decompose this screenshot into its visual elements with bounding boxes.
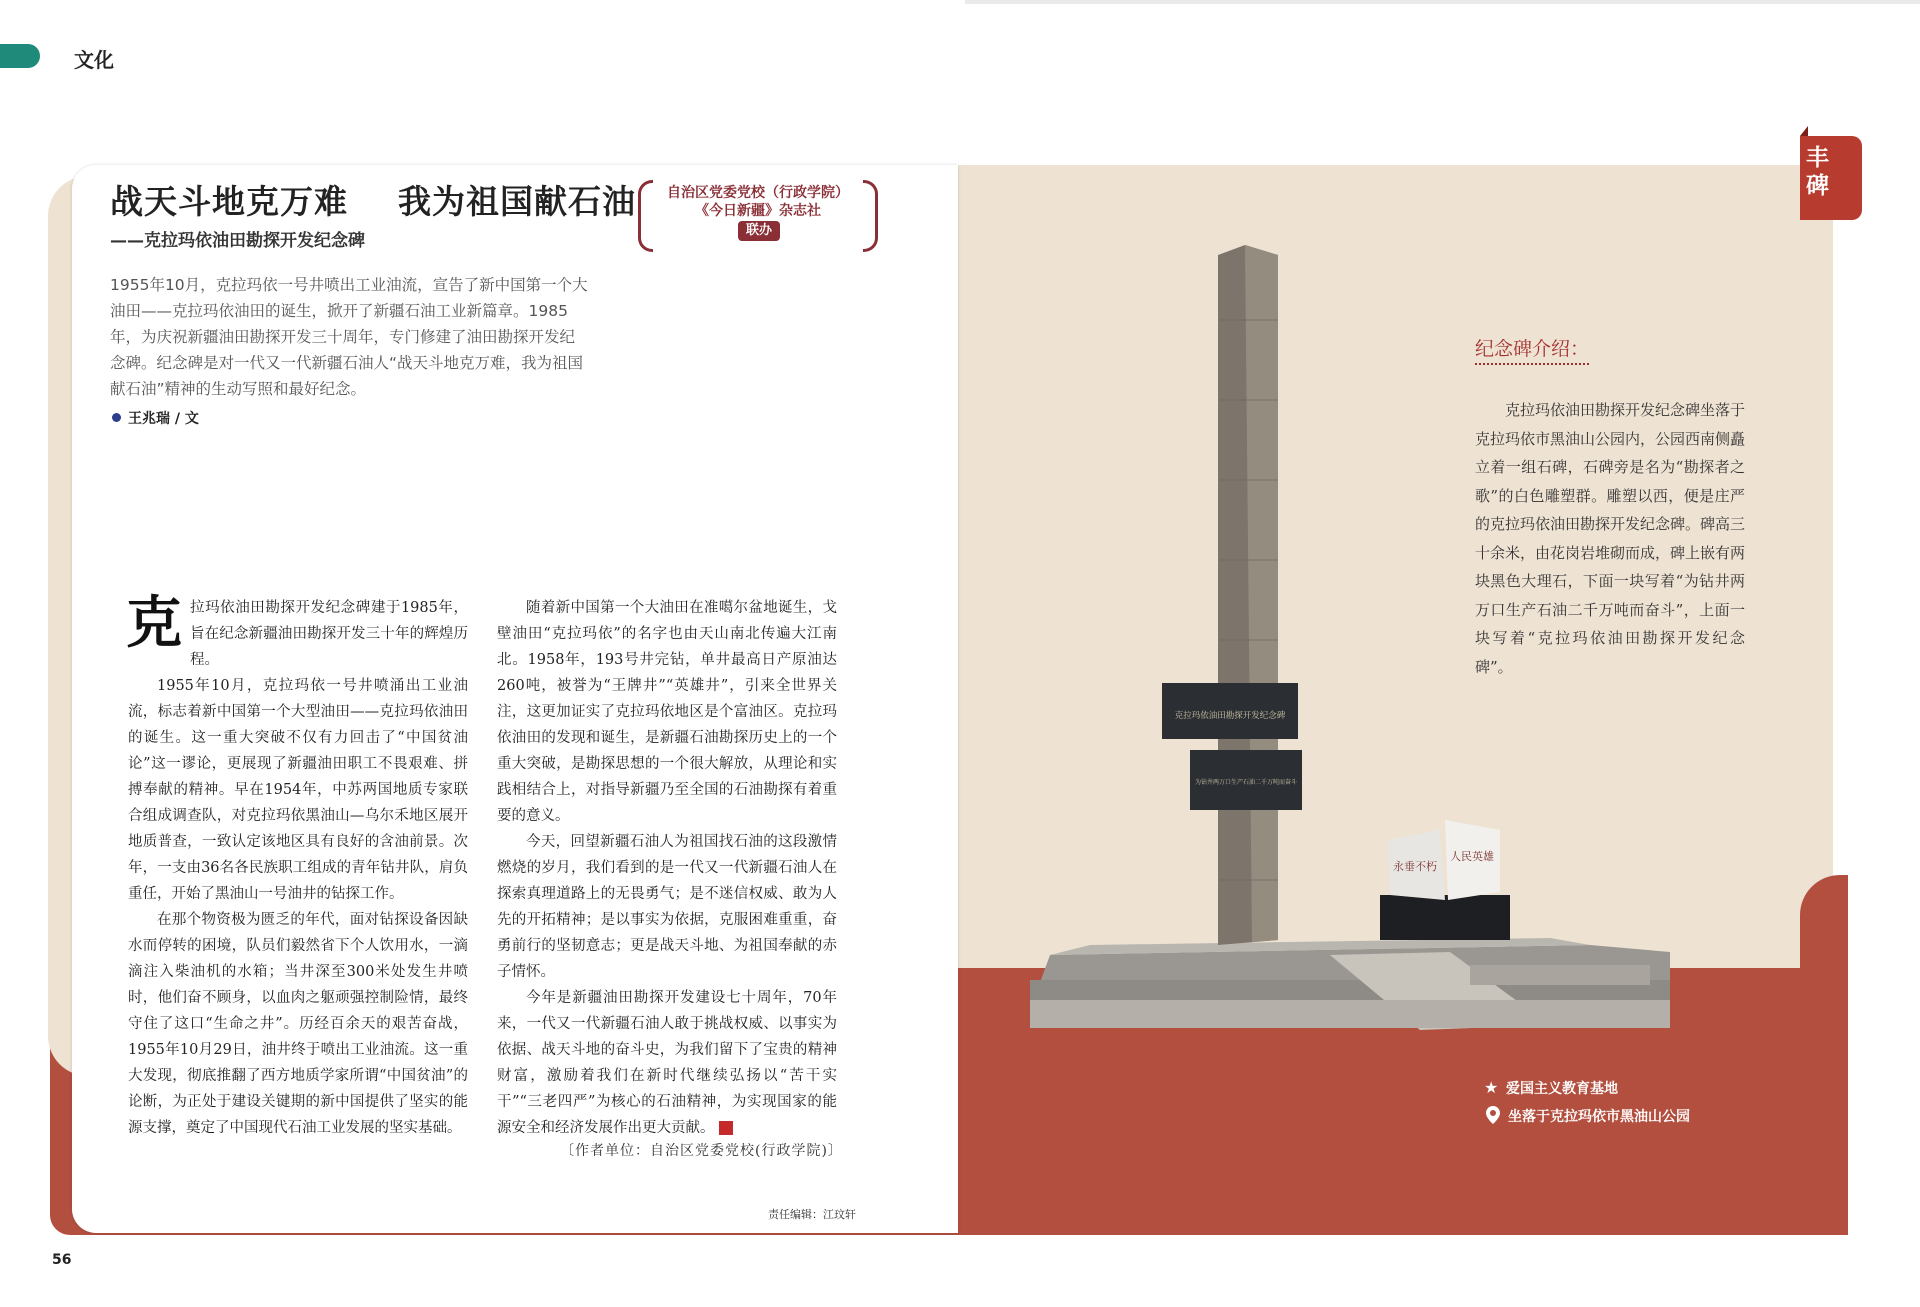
section-label: 文化 — [74, 48, 114, 72]
page-number: 56 — [52, 1252, 72, 1268]
host-tag: 联办 — [738, 221, 780, 241]
top-rule — [965, 0, 1920, 4]
info-item-location — [1486, 1106, 1690, 1126]
editor-credit: 责任编辑：江玟轩 — [768, 1208, 856, 1221]
location-pin-icon — [1486, 1106, 1500, 1124]
section-ribbon — [1800, 136, 1862, 220]
plaque-top-text: 克拉玛依油田勘探开发纪念碑 — [1174, 711, 1286, 721]
body-paragraph-text: 今年是新疆油田勘探开发建设七十周年，70年来，一代又一代新疆石油人敢于挑战权威、以事实为依据、战天斗地的奋斗史，为我们留下了宝贵的精神财富，激励着我们在新时代继续弘扬以“苦干实干”“三老四严”为核心的石油精神，为实现国家的能源安全和经济发展作出更大贡献。 — [497, 990, 837, 1136]
host-org-1: 自治区党委党校（行政学院） — [667, 185, 849, 201]
body-paragraph: 随着新中国第一个大油田在准噶尔盆地诞生，戈壁油田“克拉玛依”的名字也由天山南北传遍大江南北。1958年，193号井完钻，单井最高日产原油达260吨，被誉为“王牌井”“英雄井”，引来全世界关注，这更加证实了克拉玛依地区是个富油区。克拉玛依油田的发现和诞生，是新疆石油勘探历史上的一个重大突破，是勘探思想的一个很大解放，从理论和实践相结合上，对指导新疆乃至全国的石油勘探有着重要的意义。 — [497, 600, 837, 824]
ribbon-fold — [1800, 126, 1808, 136]
sculpture-base — [1380, 895, 1510, 940]
body-paragraph: 拉玛依油田勘探开发纪念碑建于1985年，旨在纪念新疆油田勘探开发三十年的辉煌历程。 — [190, 600, 468, 668]
ribbon-label: 丰碑 — [1806, 145, 1829, 199]
body-paragraph: 今天，回望新疆石油人为祖国找石油的这段激情燃烧的岁月，我们看到的是一代又一代新疆石油人在探索真理道路上的无畏勇气；是不迷信权威、敢为人先的开拓精神；是以事实为依据，克服困难重重，奋勇前行的坚韧意志；更是战天斗地、为祖国奉献的赤子情怀。 — [497, 834, 837, 980]
body-column-2 — [497, 595, 837, 1141]
intro-paragraph: 克拉玛依油田勘探开发纪念碑坐落于克拉玛依市黑油山公园内，公园西南侧矗立着一组石碑，石碑旁是名为“勘探者之歌”的白色雕塑群。雕塑以西，便是庄严的克拉玛依油田勘探开发纪念碑。碑高三十余米，由花岗岩堆砌而成，碑上嵌有两块黑色大理石，下面一块写着“为钻井两万口生产石油二千万吨而奋斗”，上面一块写着“克拉玛依油田勘探开发纪念碑”。 — [1475, 401, 1746, 676]
body-paragraph-last — [497, 985, 837, 1141]
intro-title: 纪念碑介绍： — [1475, 334, 1589, 365]
end-mark-icon — [719, 1121, 733, 1135]
lead-paragraph: 1955年10月，克拉玛依一号井喷出工业油流，宣告了新中国第一个大油田——克拉玛依油田的诞生，掀开了新疆石油工业新篇章。1985年，为庆祝新疆油田勘探开发三十周年，专门修建了油田勘探开发纪念碑。纪念碑是对一代又一代新疆石油人“战天斗地克万难，我为祖国献石油”精神的生动写照和最好纪念。 — [110, 276, 588, 398]
article-title: 战天斗地克万难 我为祖国献石油 — [110, 182, 636, 221]
body-paragraph: 1955年10月，克拉玛依一号井喷涌出工业油流，标志着新中国第一个大型油田——克拉玛依油田的诞生。这一重大突破不仅有力回击了“中国贫油论”这一谬论，更展现了新疆油田职工不畏艰难、拼搏奉献的精神。早在1954年，中苏两国地质专家联合组成调查队，对克拉玛依黑油山—乌尔禾地区展开地质普查，一致认定该地区具有良好的含油前景。次年，一支由36名各民族职工组成的青年钻井队，肩负重任，开始了黑油山一号油井的钻探工作。 — [128, 678, 468, 902]
byline-dot-icon — [112, 413, 121, 422]
info-item-base — [1484, 1078, 1618, 1098]
byline: 王兆瑞 / 文 — [128, 411, 199, 427]
plaque-lower-text: 为钻井两万口生产石油二千万吨而奋斗 — [1194, 779, 1298, 786]
author-affiliation: 〔作者单位：自治区党委党校(行政学院)〕 — [560, 1143, 843, 1159]
intro-text — [1475, 396, 1745, 681]
drop-cap: 克 — [126, 590, 182, 656]
book-left-text: 永垂不朽 — [1393, 860, 1437, 873]
host-organizations — [638, 180, 878, 248]
section-tab-marker — [0, 44, 40, 68]
info-text: 坐落于克拉玛依市黑油山公园 — [1508, 1109, 1690, 1125]
book-right-text: 人民英雄 — [1450, 850, 1494, 863]
body-column-1 — [126, 590, 468, 1141]
body-paragraph: 在那个物资极为匮乏的年代，面对钻探设备因缺水而停转的困境，队员们毅然省下个人饮用水，一滴滴注入柴油机的水箱；当井深至300米处发生井喷时，他们奋不顾身，以血肉之躯顽强控制险情，最终守住了这口“生命之井”。历经百余天的艰苦奋战，1955年10月29日，油井终于喷出工业油流。这一重大发现，彻底推翻了西方地质学家所谓“中国贫油”的论断，为正处于建设关键期的新中国提供了坚实的能源支撑，奠定了中国现代石油工业发展的坚实基础。 — [128, 912, 468, 1136]
article-subtitle: ——克拉玛依油田勘探开发纪念碑 — [110, 231, 365, 251]
host-org-2: 《今日新疆》杂志社 — [695, 203, 821, 219]
right-red-corner — [1800, 875, 1848, 995]
star-icon: ★ — [1484, 1078, 1499, 1097]
info-text: 爱国主义教育基地 — [1506, 1081, 1618, 1097]
